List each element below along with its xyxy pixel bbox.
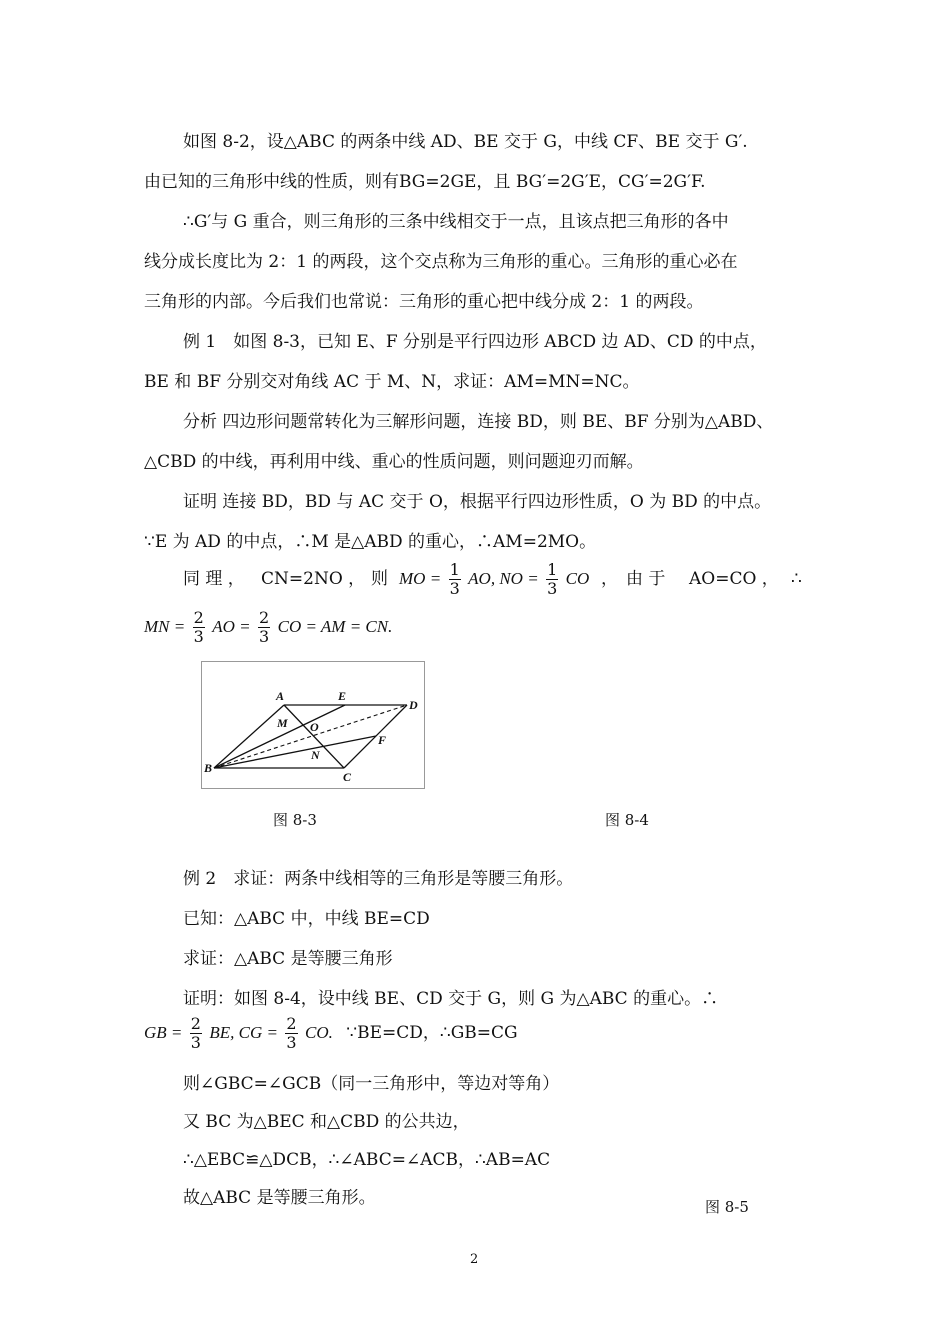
- label-m: M: [277, 716, 288, 730]
- formula-co-2: CO.: [305, 1023, 333, 1042]
- caption-figure-8-3: 图 8-3: [273, 811, 317, 829]
- fraction-numerator: 1: [449, 560, 460, 579]
- paragraph-2-line-3: 三角形的内部。今后我们也常说：三角形的重心把中线分成 2：1 的两段。: [144, 292, 704, 312]
- example-2: 例 2 求证：两条中线相等的三角形是等腰三角形。: [183, 869, 574, 889]
- tongli-text-c: 则: [371, 569, 388, 589]
- tongli-text-e: 由 于: [626, 569, 666, 589]
- proof-1-line-2: ∵E 为 AD 的中点，∴M 是△ABD 的重心，∴AM=2MO。: [144, 532, 597, 552]
- fraction-denominator: 3: [190, 1033, 201, 1052]
- fraction-1-3-b: [546, 561, 558, 598]
- tongli-text-b: CN=2NO ，: [261, 569, 366, 589]
- label-n: N: [311, 748, 320, 762]
- fraction-denominator: 3: [193, 627, 204, 646]
- caption-figure-8-4: 图 8-4: [605, 811, 649, 829]
- formula-co: CO: [565, 569, 590, 588]
- formula-be-cg: BE, CG =: [209, 1023, 278, 1042]
- fraction-numerator: 2: [286, 1014, 297, 1033]
- fraction-2-3-c: [190, 1015, 202, 1052]
- mn-formula-line: [144, 604, 392, 650]
- angle-statement: 则∠GBC=∠GCB（同一三角形中，等边对等角）: [183, 1074, 560, 1094]
- label-a: A: [276, 689, 285, 703]
- analysis-line-1: 分析 四边形问题常转化为三解形问题，连接 BD，则 BE、BF 分别为△ABD、: [183, 412, 774, 432]
- fraction-denominator: 3: [449, 579, 460, 598]
- tongli-text-a: 同 理 ，: [183, 569, 245, 589]
- formula-gb: GB =: [144, 1023, 183, 1042]
- paragraph-2-line-1: ∴G′与 G 重合，则三角形的三条中线相交于一点，且该点把三角形的各中: [183, 212, 729, 232]
- parallelogram-diagram: [202, 662, 424, 788]
- formula-mn: MN =: [144, 617, 186, 636]
- formula-ao: AO =: [212, 617, 251, 636]
- fraction-2-3-b: [258, 609, 270, 646]
- label-d: D: [409, 698, 418, 712]
- tongli-formula: [399, 556, 589, 602]
- page-number: 2: [470, 1252, 479, 1267]
- fraction-2-3-a: [193, 609, 205, 646]
- given-statement: 已知：△ABC 中，中线 BE=CD: [183, 909, 430, 929]
- fraction-denominator: 3: [547, 579, 558, 598]
- analysis-line-2: △CBD 的中线，再利用中线、重心的性质问题，则问题迎刃而解。: [144, 452, 644, 472]
- fraction-denominator: 3: [286, 1033, 297, 1052]
- fraction-numerator: 1: [547, 560, 558, 579]
- fraction-denominator: 3: [259, 627, 270, 646]
- fraction-2-3-d: [285, 1015, 297, 1052]
- common-side-statement: 又 BC 为△BEC 和△CBD 的公共边，: [183, 1112, 470, 1132]
- label-e: E: [338, 689, 347, 703]
- fraction-1-3-a: [449, 561, 461, 598]
- proof-2-line-1: 证明：如图 8-4，设中线 BE、CD 交于 G，则 G 为△ABC 的重心。∴: [183, 989, 719, 1009]
- segment-bf: [214, 736, 376, 768]
- paragraph-1-line-1: 如图 8-2，设△ABC 的两条中线 AD、BE 交于 G，中线 CF、BE 交于 G′.: [183, 132, 748, 152]
- label-f: F: [378, 733, 387, 747]
- tongli-text-g: ∴: [791, 569, 802, 589]
- label-c: C: [343, 770, 352, 784]
- congruence-statement: ∴△EBC≌△DCB，∴∠ABC=∠ACB，∴AB=AC: [183, 1150, 551, 1170]
- paragraph-1-line-2: 由已知的三角形中线的性质，则有BG=2GE，且 BG′=2G′E，CG′=2G′F.: [144, 172, 706, 192]
- tongli-text-f: AO=CO ，: [689, 569, 779, 589]
- paragraph-2-line-2: 线分成长度比为 2：1 的两段，这个交点称为三角形的重心。三角形的重心必在: [144, 252, 738, 272]
- label-b: B: [204, 761, 213, 775]
- tongli-line: [183, 556, 805, 602]
- tongli-text-d: ，: [601, 569, 618, 589]
- label-o: O: [310, 720, 319, 734]
- fraction-numerator: 2: [190, 1014, 201, 1033]
- segment-be: [214, 705, 345, 768]
- edge-ba: [214, 705, 284, 768]
- formula-mo: MO =: [399, 569, 442, 588]
- since-be-cd-text: ∵BE=CD，∴GB=CG: [346, 1023, 518, 1043]
- conclusion-statement: 故△ABC 是等腰三角形。: [183, 1188, 376, 1208]
- to-prove-statement: 求证：△ABC 是等腰三角形: [183, 949, 393, 969]
- fraction-numerator: 2: [193, 608, 204, 627]
- fraction-numerator: 2: [259, 608, 270, 627]
- gb-formula-line: [144, 1010, 518, 1056]
- example-1-line-1: 例 1 如图 8-3，已知 E、F 分别是平行四边形 ABCD 边 AD、CD 的中点，: [183, 332, 767, 352]
- formula-co-am-cn: CO = AM = CN.: [277, 617, 393, 636]
- formula-ao-no: AO, NO =: [468, 569, 539, 588]
- figure-8-3: [201, 661, 425, 789]
- proof-1-line-1: 证明 连接 BD，BD 与 AC 交于 O，根据平行四边形性质，O 为 BD 的中点。: [183, 492, 772, 512]
- caption-figure-8-5: 图 8-5: [705, 1198, 749, 1216]
- example-1-line-2: BE 和 BF 分别交对角线 AC 于 M、N，求证：AM=MN=NC。: [144, 372, 640, 392]
